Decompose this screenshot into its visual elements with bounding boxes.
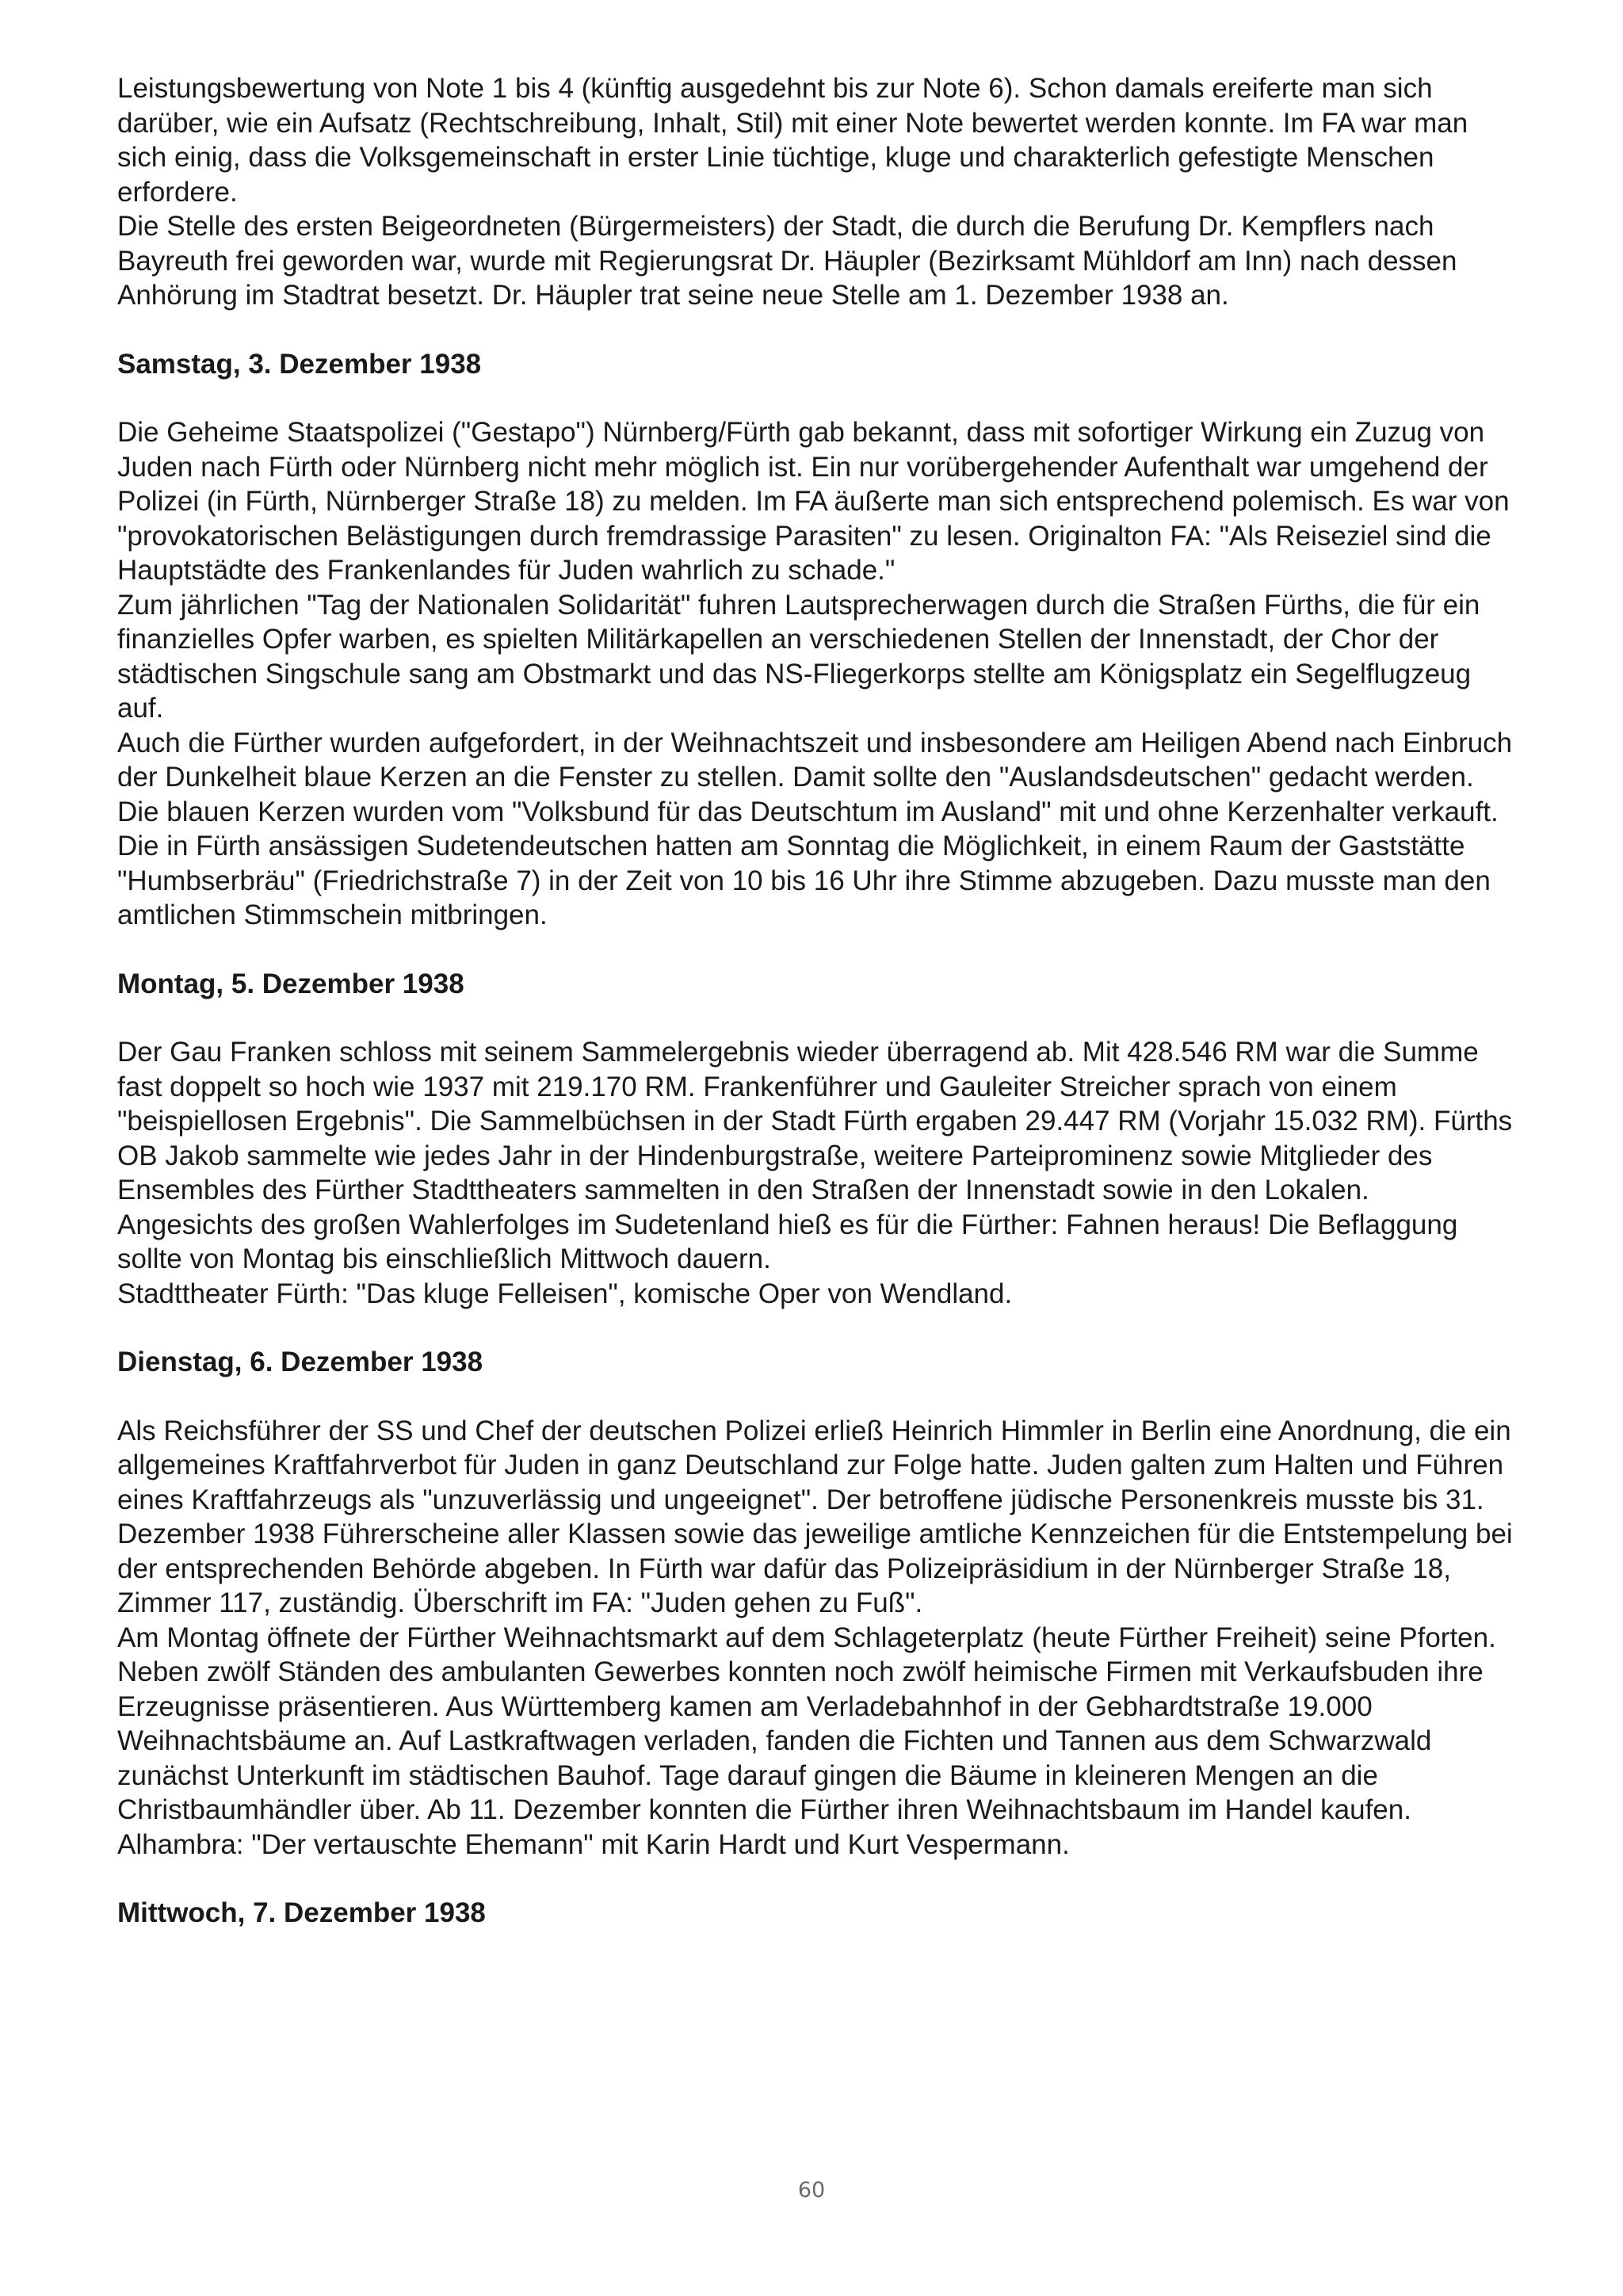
paragraph: Der Gau Franken schloss mit seinem Sammelergebnis wieder überragend ab. Mit 428.546 RM war die Summe fast doppelt so hoch wie 1937 mit 219.170 RM. Frankenführer und Gauleiter Streicher sprach von einem "beispiellosen Ergebnis". Die Sammelbüchsen in der Stadt Fürth ergaben 29.447 RM (Vorjahr 15.032 RM). Fürths OB Jakob sammelte wie jedes Jahr in der Hindenburgstraße, weitere Parteiprominenz sowie Mitglieder des Ensembles des Fürther Stadttheaters sammelten in den Straßen der Innenstadt sowie in den Lokalen. (117, 1037, 1513, 1205)
section-heading: Dienstag, 6. Dezember 1938 (117, 1347, 483, 1377)
page-number: 60 (797, 2178, 826, 2202)
page-body (117, 71, 1520, 1965)
paragraph: Die Geheime Staatspolizei ("Gestapo") Nürnberg/Fürth gab bekannt, dass mit sofortiger Wirkung ein Zuzug von Juden nach Fürth oder Nürnberg nicht mehr möglich ist. Ein nur vorübergehender Aufenthalt war umgehend der Polizei (in Fürth, Nürnberger Straße 18) zu melden. Im FA äußerte man sich entsprechend polemisch. Es war von "provokatorischen Belästigungen durch fremdrassige Parasiten" zu lesen. Originalton FA: "Als Reiseziel sind die Hauptstädte des Frankenlandes für Juden wahrlich zu schade." (117, 417, 1510, 586)
section-montag-5-dezember (117, 967, 1520, 1312)
paragraph: Stadttheater Fürth: "Das kluge Felleisen", komische Oper von Wendland. (117, 1278, 1013, 1309)
paragraph: Zum jährlichen "Tag der Nationalen Solidarität" fuhren Lautsprecherwagen durch die Straßen Fürths, die für ein finanzielles Opfer warben, es spielten Militärkapellen an verschiedenen Stellen der Innenstadt, der Chor der städtischen Singschule sang am Obstmarkt und das NS-Fliegerkorps stellte am Königsplatz ein Segelflugzeug auf. (117, 589, 1480, 724)
paragraph: Auch die Fürther wurden aufgefordert, in der Weihnachtszeit und insbesondere am Heiligen Abend nach Einbruch der Dunkelheit blaue Kerzen an die Fenster zu stellen. Damit sollte den "Auslandsdeutschen" gedacht werden. Die blauen Kerzen wurden vom "Volksbund für das Deutschtum im Ausland" mit und ohne Kerzenhalter verkauft. (117, 727, 1513, 827)
paragraph: Die in Fürth ansässigen Sudetendeutschen hatten am Sonntag die Möglichkeit, in einem Raum der Gaststätte "Humbserbräu" (Friedrichstraße 7) in der Zeit von 10 bis 16 Uhr ihre Stimme abzugeben. Dazu musste man den amtlichen Stimmschein mitbringen. (117, 831, 1491, 930)
section-heading: Samstag, 3. Dezember 1938 (117, 348, 482, 380)
section-mittwoch-7-dezember (117, 1896, 1520, 1931)
section-heading: Montag, 5. Dezember 1938 (117, 968, 464, 999)
section-samstag-3-dezember (117, 347, 1520, 933)
intro-section (117, 71, 1520, 313)
paragraph: Die Stelle des ersten Beigeordneten (Bürgermeisters) der Stadt, die durch die Berufung Dr. Kempflers nach Bayreuth frei geworden war, wurde mit Regierungsrat Dr. Häupler (Bezirksamt Mühldorf am Inn) nach dessen Anhörung im Stadtrat besetzt. Dr. Häupler trat seine neue Stelle am 1. Dezember 1938 an. (117, 211, 1457, 311)
paragraph: Am Montag öffnete der Fürther Weihnachtsmarkt auf dem Schlageterplatz (heute Fürther Freiheit) seine Pforten. Neben zwölf Ständen des ambulanten Gewerbes konnten noch zwölf heimische Firmen mit Verkaufsbuden ihre Erzeugnisse präsentieren. Aus Württemberg kamen am Verladebahnhof in der Gebhardtstraße 19.000 Weihnachtsbäume an. Auf Lastkraftwagen verladen, fanden die Fichten und Tannen aus dem Schwarzwald zunächst Unterkunft im städtischen Bauhof. Tage darauf gingen die Bäume in kleineren Mengen an die Christbaumhändler über. Ab 11. Dezember konnten die Fürther ihren Weihnachtsbaum im Handel kaufen. (117, 1622, 1496, 1825)
paragraph: Angesichts des großen Wahlerfolges im Sudetenland hieß es für die Fürther: Fahnen heraus! Die Beflaggung sollte von Montag bis einschließlich Mittwoch dauern. (117, 1209, 1458, 1274)
paragraph: Leistungsbewertung von Note 1 bis 4 (künftig ausgedehnt bis zur Note 6). Schon damals ereiferte man sich darüber, wie ein Aufsatz (Rechtschreibung, Inhalt, Stil) mit einer Note bewertet werden konnte. Im FA war man sich einig, dass die Volksgemeinschaft in erster Linie tüchtige, kluge und charakterlich gefestigte Menschen erfordere. (117, 73, 1468, 208)
section-dienstag-6-dezember (117, 1345, 1520, 1862)
section-heading: Mittwoch, 7. Dezember 1938 (117, 1897, 486, 1928)
paragraph: Als Reichsführer der SS und Chef der deutschen Polizei erließ Heinrich Himmler in Berlin eine Anordnung, die ein allgemeines Kraftfahrverbot für Juden in ganz Deutschland zur Folge hatte. Juden galten zum Halten und Führen eines Kraftfahrzeugs als "unzuverlässig und ungeeignet". Der betroffene jüdische Personenkreis musste bis 31. Dezember 1938 Führerscheine aller Klassen sowie das jeweilige amtliche Kennzeichen für die Entstempelung bei der entsprechenden Behörde abgeben. In Fürth war dafür das Polizeipräsidium in der Nürnberger Straße 18, Zimmer 117, zuständig. Überschrift im FA: "Juden gehen zu Fuß". (117, 1415, 1513, 1618)
paragraph: Alhambra: "Der vertauschte Ehemann" mit Karin Hardt und Kurt Vespermann. (117, 1828, 1070, 1860)
